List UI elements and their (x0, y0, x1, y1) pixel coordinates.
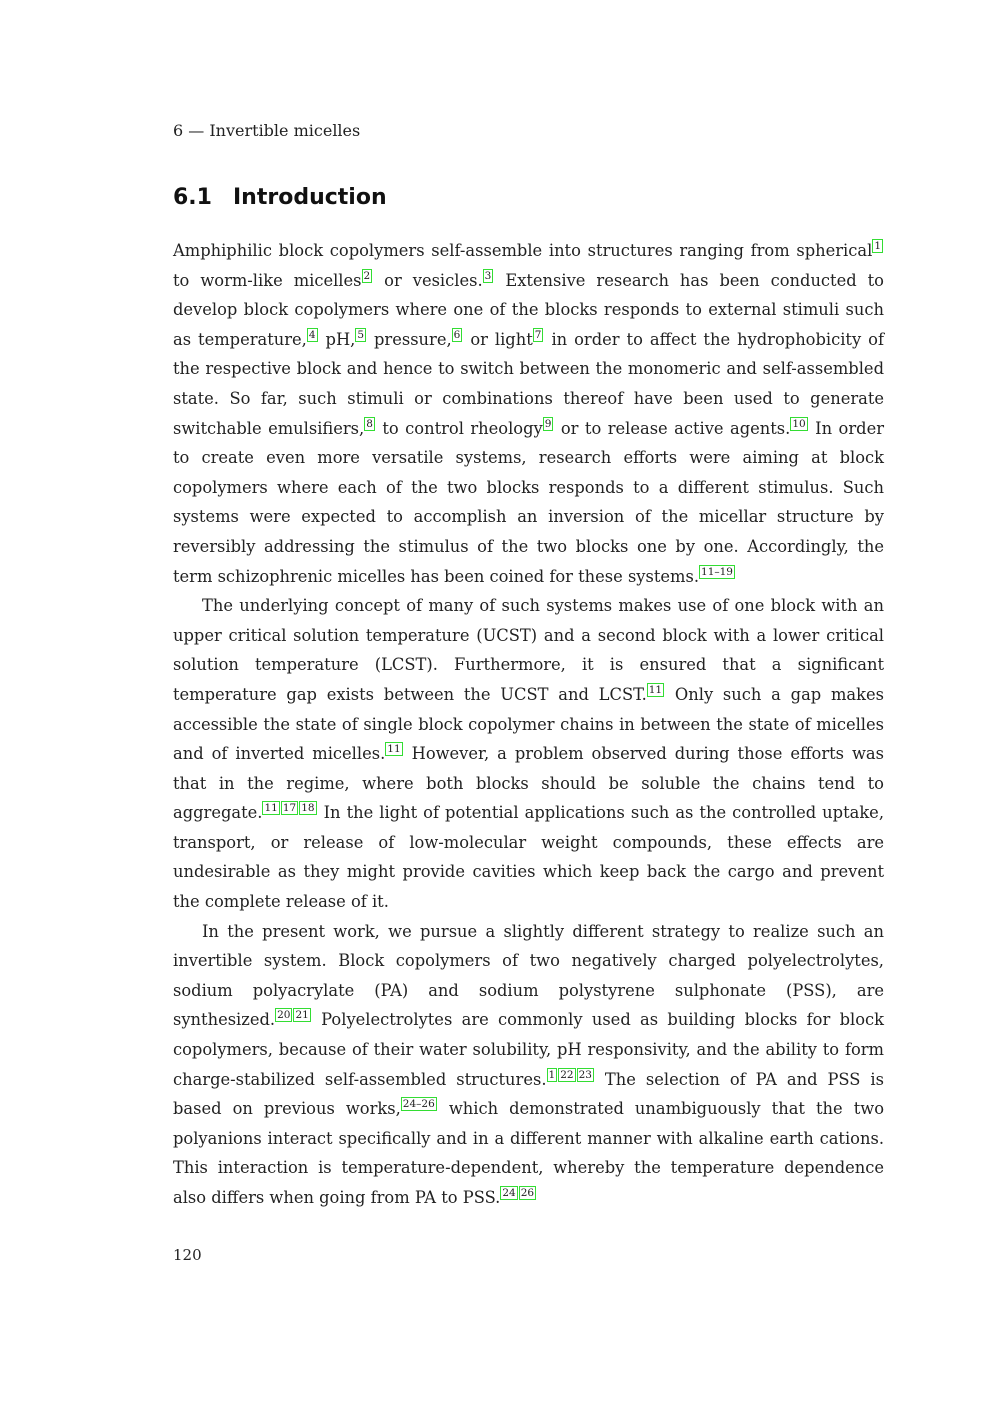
text-run: pH, (318, 329, 356, 349)
section-heading (173, 185, 387, 210)
text-run: The selection of PA and PSS is based on previous works, (173, 1069, 884, 1119)
citation-link[interactable]: 11–19 (701, 565, 733, 578)
citation-link[interactable]: 11 (387, 743, 401, 756)
paragraph-1 (173, 236, 884, 591)
text-run: which demonstrated unambiguously that the two polyanions interact specifically and in a different manner with alkaline earth cations. This interaction is temperature-dependent, whereby the temperature dependence also differs when going from PA to PSS. (173, 1099, 885, 1207)
citation-link[interactable]: 1 (548, 1068, 556, 1081)
text-run: In the present work, we pursue a slightly different strategy to realize such an invertible system. Block copolymers of two negatively charged polyelectrolytes, sodium polyacrylate (PA) and sodium polystyrene sulphonate (PSS), are synthesized. (173, 921, 884, 1030)
text-run: Polyelectrolytes are commonly used as building blocks for block copolymers, because of their water solubility, pH responsivity, and the ability to form charge-stabilized self-assembled structures. (173, 1010, 884, 1089)
citation-link[interactable]: 22 (560, 1068, 574, 1081)
citation-link[interactable]: 2 (363, 269, 371, 282)
text-run: The underlying concept of many of such systems makes use of one block with an upper critical solution temperature (UCST) and a second block with a lower critical solution temperature (LCST). Furthermore, it is ensured that a significant temperature gap exists between the UCST and LCST. (173, 596, 884, 704)
text-run: Extensive research has been conducted to develop block copolymers where one of the blocks responds to external stimuli such as temperature, (173, 270, 884, 349)
citation-link[interactable]: 11 (648, 683, 663, 696)
text-run: or to release active agents. (554, 418, 791, 438)
citation-link[interactable]: 26 (520, 1187, 535, 1199)
text-run: in order to affect the hydrophobicity of the respective block and hence to switch between the monomeric and self-assembled state. So far, such stimuli or combinations thereof have been used to generate switchable emulsifiers, (173, 329, 884, 438)
citation-link[interactable]: 24–26 (402, 1098, 435, 1111)
citation-link[interactable]: 4 (308, 328, 316, 341)
citation-link[interactable]: 7 (534, 328, 542, 341)
body-text (173, 236, 884, 1213)
running-head: 6 — Invertible micelles (173, 121, 361, 140)
citation-link[interactable]: 8 (366, 417, 373, 430)
paragraph-3 (173, 917, 884, 1213)
citation-link[interactable]: 6 (453, 328, 461, 341)
text-run: to worm-like micelles (173, 270, 362, 290)
citation-link[interactable]: 1 (874, 240, 881, 252)
text-run: or vesicles. (373, 270, 483, 290)
citation-link[interactable]: 17 (282, 802, 297, 815)
citation-link[interactable]: 10 (792, 417, 806, 430)
citation-link[interactable]: 18 (301, 802, 315, 815)
text-run: pressure, (367, 329, 452, 349)
text-run: However, a problem observed during those efforts was that in the regime, where both blocks should be soluble the chains tend to aggregate. (173, 744, 884, 823)
paragraph-2 (173, 591, 884, 917)
citation-link[interactable]: 11 (264, 802, 278, 815)
citation-link[interactable]: 3 (484, 269, 492, 282)
citation-link[interactable]: 23 (578, 1068, 592, 1081)
citation-link[interactable]: 20 (277, 1009, 291, 1022)
section-title: Introduction (233, 185, 387, 210)
page-number: 120 (173, 1246, 202, 1264)
text-run: In the light of potential applications such as the controlled uptake, transport, or release of low-molecular weight compounds, these effects are undesirable as they might provide cavities which keep back the cargo and prevent the complete release of it. (173, 803, 884, 912)
section-number: 6.1 (173, 185, 212, 210)
text-run: to control rheology (375, 418, 543, 438)
citation-link[interactable]: 5 (357, 328, 365, 341)
text-run: or light (463, 329, 533, 349)
citation-link[interactable]: 21 (295, 1009, 309, 1022)
text-run: Amphiphilic block copolymers self-assemble into structures ranging from spherical (173, 241, 873, 260)
text-run: Only such a gap makes accessible the state of single block copolymer chains in between the state of micelles and of inverted micelles. (173, 684, 884, 764)
text-run: In order to create even more versatile systems, research efforts were aiming at block copolymers where each of the two blocks responds to a different stimulus. Such systems were expected to accomplish an inversion of the micellar structure by reversibly addressing the stimulus of the two blocks one by one. Accordingly, the term schizophrenic micelles has been coined for these systems. (173, 418, 884, 586)
citation-link[interactable]: 9 (544, 417, 552, 430)
citation-link[interactable]: 24 (502, 1187, 516, 1199)
